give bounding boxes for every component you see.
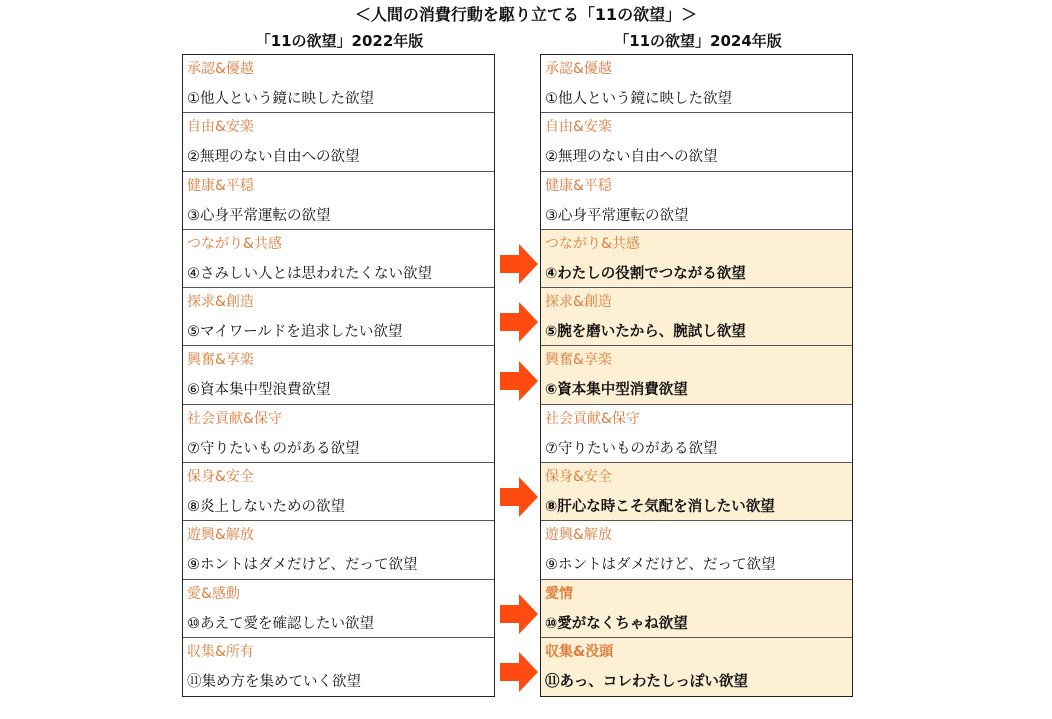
desire-label: ⑦守りたいものがある欲望 [187, 440, 360, 457]
desire-label: ⑩愛がなくちゃね欲望 [545, 615, 688, 632]
arrow-right-icon [500, 594, 538, 634]
table-row [183, 405, 494, 463]
arrow-right-icon [500, 652, 538, 692]
category-label: 探求&創造 [545, 294, 612, 311]
category-label: 承認&優越 [187, 61, 254, 77]
table-row [183, 55, 494, 113]
desire-label: ⑪集め方を集めていく欲望 [187, 673, 361, 690]
table-row [183, 346, 494, 404]
desire-label: ②無理のない自由への欲望 [187, 149, 360, 166]
arrow-right-icon [500, 477, 538, 517]
category-label: 遊興&解放 [545, 527, 612, 544]
category-label: 保身&安全 [187, 469, 254, 486]
table-row [541, 230, 852, 288]
table-row [183, 638, 494, 696]
category-label: 保身&安全 [545, 469, 612, 486]
desire-label: ⑥資本集中型浪費欲望 [187, 382, 331, 399]
table-row [541, 521, 852, 579]
category-label: 興奮&享楽 [545, 352, 612, 369]
category-label: 社会貢献&保守 [187, 410, 282, 427]
desire-label: ⑩あえて愛を確認したい欲望 [187, 615, 374, 632]
table-row [541, 580, 852, 638]
table-row [541, 463, 852, 521]
desire-label: ⑥資本集中型消費欲望 [545, 382, 688, 399]
table-row [541, 638, 852, 696]
category-label: 探求&創造 [187, 294, 254, 311]
table-row [183, 521, 494, 579]
arrow-right-icon [500, 361, 538, 401]
table-2024 [540, 54, 853, 697]
category-label: 興奮&享楽 [187, 352, 254, 369]
desire-label: ②無理のない自由への欲望 [545, 149, 718, 166]
desire-label: ⑨ホントはダメだけど、だって欲望 [545, 557, 776, 574]
header-2022: 「11の欲望」2022年版 [255, 32, 424, 50]
category-label: 健康&平穏 [187, 177, 254, 194]
desire-label: ③心身平常運転の欲望 [545, 207, 689, 224]
table-row [183, 463, 494, 521]
table-row [183, 580, 494, 638]
table-row [541, 405, 852, 463]
desire-label: ①他人という鏡に映した欲望 [545, 91, 732, 107]
desire-label: ④わたしの役割でつながる欲望 [545, 265, 746, 282]
page-title: ＜人間の消費行動を駆り立てる「11の欲望」＞ [354, 5, 698, 24]
category-label: 愛情 [545, 585, 573, 602]
table-row [541, 172, 852, 230]
table-row [183, 288, 494, 346]
desire-label: ④さみしい人とは思われたくない欲望 [187, 265, 432, 282]
table-row [541, 55, 852, 113]
header-2024: 「11の欲望」2024年版 [614, 32, 782, 50]
category-label: つながり&共感 [545, 235, 640, 252]
desire-label: ⑤腕を磨いたから、腕試し欲望 [545, 324, 746, 341]
desire-label: ⑦守りたいものがある欲望 [545, 440, 718, 457]
table-row [541, 113, 852, 171]
category-label: 収集&所有 [187, 643, 254, 660]
desire-label: ⑧肝心な時こそ気配を消したい欲望 [545, 499, 775, 516]
desire-label: ⑧炎上しないための欲望 [187, 499, 345, 516]
category-label: 遊興&解放 [187, 527, 254, 544]
desire-label: ⑨ホントはダメだけど、だって欲望 [187, 557, 418, 574]
table-2022 [182, 54, 495, 697]
change-arrows [497, 54, 540, 695]
table-row [183, 172, 494, 230]
arrow-right-icon [500, 244, 538, 284]
category-label: 収集&没頭 [545, 643, 614, 660]
table-row [183, 113, 494, 171]
category-label: 社会貢献&保守 [545, 410, 640, 427]
category-label: 愛&感動 [187, 585, 240, 602]
desire-label: ③心身平常運転の欲望 [187, 207, 331, 224]
desire-label: ⑤マイワールドを追求したい欲望 [187, 324, 403, 341]
desire-label: ⑪あっ、コレわたしっぽい欲望 [545, 673, 748, 690]
category-label: つながり&共感 [187, 235, 282, 252]
table-row [541, 346, 852, 404]
category-label: 承認&優越 [545, 61, 612, 77]
table-row [541, 288, 852, 346]
category-label: 自由&安楽 [545, 119, 612, 136]
category-label: 自由&安楽 [187, 119, 254, 136]
arrow-right-icon [500, 302, 538, 342]
desire-label: ①他人という鏡に映した欲望 [187, 91, 374, 107]
table-row [183, 230, 494, 288]
category-label: 健康&平穏 [545, 177, 612, 194]
